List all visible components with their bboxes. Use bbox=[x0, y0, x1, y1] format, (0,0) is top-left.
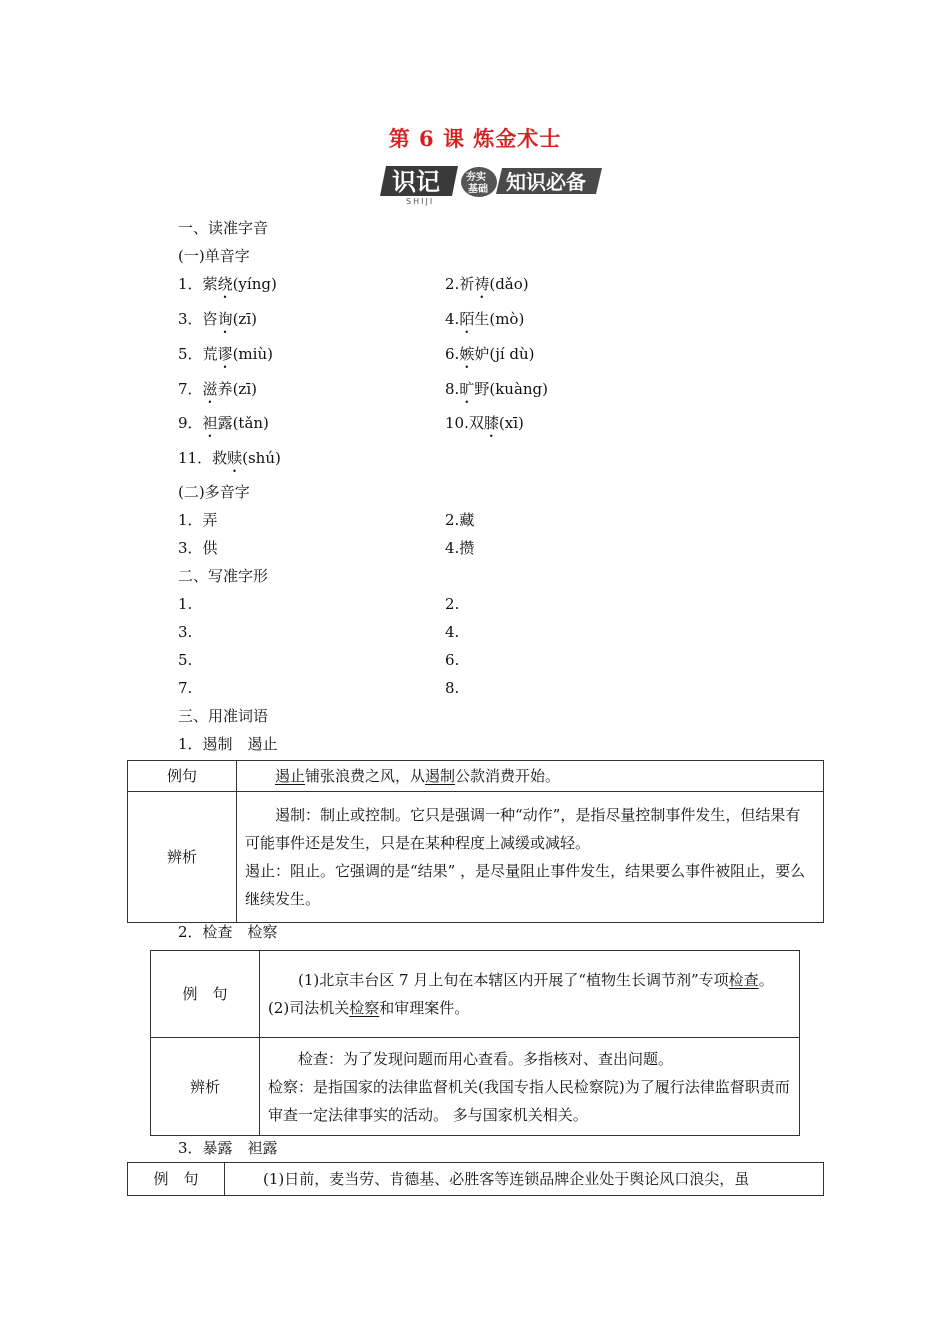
list-item: 5. bbox=[178, 651, 193, 669]
list-item: 4.攒 bbox=[445, 539, 475, 557]
section-heading-forms: 二、写准字形 bbox=[178, 567, 269, 585]
banner-label: 知识必备 bbox=[506, 170, 586, 194]
list-item: 5．荒谬(miù) bbox=[178, 345, 273, 363]
list-item: 6.嫉妒(jí dù) bbox=[445, 345, 535, 363]
subsection-multi-sound: (二)多音字 bbox=[178, 483, 250, 501]
analysis-label: 辨析 bbox=[151, 1038, 260, 1136]
list-item: 2.祈祷(dǎo) bbox=[445, 275, 529, 293]
list-item: 11．救赎(shú) bbox=[178, 449, 281, 467]
example-label: 例句 bbox=[128, 761, 237, 792]
section-heading-words: 三、用准词语 bbox=[178, 707, 269, 725]
list-item: 6. bbox=[445, 651, 460, 669]
word-pair-heading-2: 2．检查 检察 bbox=[178, 923, 278, 941]
list-item: 2.藏 bbox=[445, 511, 475, 529]
list-item: 10.双膝(xī) bbox=[445, 414, 524, 432]
section-banner bbox=[378, 162, 608, 206]
analysis-cell: 检查：为了发现问题而用心查看。多指核对、查出问题。 检察：是指国家的法律监督机关(我国专指人民检察院)为了履行法律监督职责而审查一定法律事实的活动。 多与国家机关相关。 bbox=[260, 1038, 800, 1136]
word-table-3 bbox=[127, 1162, 824, 1196]
list-item: 9．袒露(tǎn) bbox=[178, 414, 269, 432]
word-pair-heading-3: 3．暴露 袒露 bbox=[178, 1139, 278, 1157]
banner-small-2: 基础 bbox=[468, 184, 488, 195]
list-item: 8. bbox=[445, 679, 460, 697]
list-item: 3. bbox=[178, 623, 193, 641]
list-item: 2. bbox=[445, 595, 460, 613]
list-item: 1．萦绕(yíng) bbox=[178, 275, 277, 293]
list-item: 7．滋养(zī) bbox=[178, 380, 257, 398]
word-table-1 bbox=[127, 760, 824, 923]
analysis-label: 辨析 bbox=[128, 792, 237, 923]
analysis-cell: 遏制：制止或控制。它只是强调一种“动作”，是指尽量控制事件发生，但结果有可能事件还是发生，只是在某种程度上减缓或减轻。 遏止：阻止。它强调的是“结果” ，是尽量阻止事件发生，结果要么事件被阻止，要么继续发生。 bbox=[237, 792, 824, 923]
list-item: 8.旷野(kuàng) bbox=[445, 380, 549, 398]
example-label: 例 句 bbox=[151, 951, 260, 1038]
banner-small-1: 夯实 bbox=[466, 172, 486, 183]
page-title: 第 6 课 炼金术士 bbox=[388, 126, 562, 151]
section-heading-pronunciation: 一、读准字音 bbox=[178, 219, 269, 237]
list-item: 1. bbox=[178, 595, 193, 613]
list-item: 3．供 bbox=[178, 539, 218, 557]
example-cell: (1)日前，麦当劳、肯德基、必胜客等连锁品牌企业处于舆论风口浪尖，虽 bbox=[225, 1163, 824, 1196]
banner-big-text: 识记 bbox=[392, 168, 440, 196]
example-cell: (1)北京丰台区 7 月上旬在本辖区内开展了“植物生长调节剂”专项检查。 (2)司法机关检察和审理案件。 bbox=[260, 951, 800, 1038]
list-item: 7. bbox=[178, 679, 193, 697]
list-item: 1．弄 bbox=[178, 511, 218, 529]
word-table-2 bbox=[150, 950, 800, 1136]
subsection-single-sound: (一)单音字 bbox=[178, 247, 250, 265]
list-item: 4.陌生(mò) bbox=[445, 310, 525, 328]
banner-pinyin: SHIJI bbox=[406, 197, 435, 206]
example-label: 例 句 bbox=[128, 1163, 225, 1196]
list-item: 4. bbox=[445, 623, 460, 641]
list-item: 3．咨询(zī) bbox=[178, 310, 257, 328]
example-cell: 遏止铺张浪费之风，从遏制公款消费开始。 bbox=[237, 761, 824, 792]
word-pair-heading-1: 1．遏制 遏止 bbox=[178, 735, 278, 753]
